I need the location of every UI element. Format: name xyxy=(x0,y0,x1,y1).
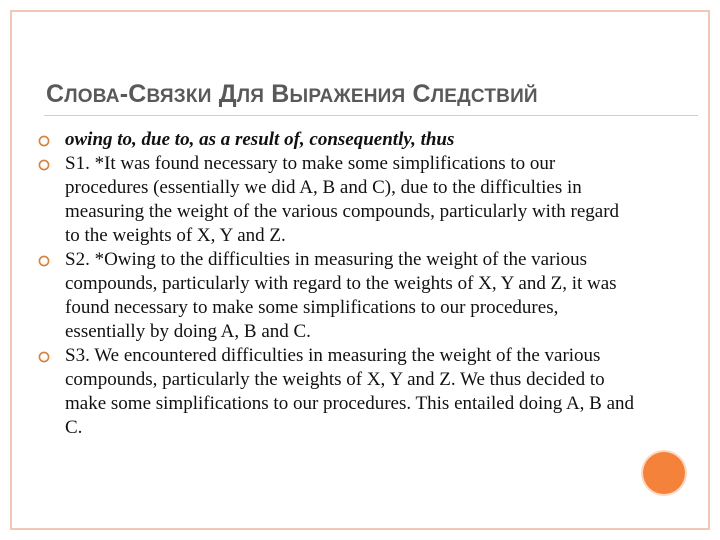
bullet-circle-icon xyxy=(38,351,50,363)
title-divider xyxy=(44,115,698,116)
bullet-item-s1 xyxy=(38,152,638,248)
bullet-item-s2 xyxy=(38,248,638,344)
orange-circle-icon xyxy=(643,452,685,494)
bullet-text: S3. We encountered difficulties in measuring the weight of the various compounds, particularly the weights of X, Y and Z. We thus decided to make some simplifications to our procedures. This entailed doing A, B and C. xyxy=(65,345,635,438)
bullet-list xyxy=(38,128,638,440)
bullet-circle-icon xyxy=(38,159,50,171)
bullet-circle-icon xyxy=(38,135,50,147)
bullet-text: S1. *It was found necessary to make some simplifications to our procedures (essentially we did A, B and C), due to the difficulties in measuring the weight of the various compounds, particularly with regard to the weights of X, Y and Z. xyxy=(65,153,620,246)
bullet-text: owing to, due to, as a result of, consequently, thus xyxy=(65,129,455,150)
bullet-text: S2. *Owing to the difficulties in measuring the weight of the various compounds, particularly with regard to the weights of X, Y and Z, it was found necessary to make some simplifications to our procedures, essentially by doing A, B and C. xyxy=(65,249,617,342)
slide-title: СЛОВА-СВЯЗКИ ДЛЯ ВЫРАЖЕНИЯ СЛЕДСТВИЙ xyxy=(46,80,538,108)
bullet-item-connectors xyxy=(38,128,638,152)
bullet-circle-icon xyxy=(38,255,50,267)
bullet-item-s3 xyxy=(38,344,638,440)
